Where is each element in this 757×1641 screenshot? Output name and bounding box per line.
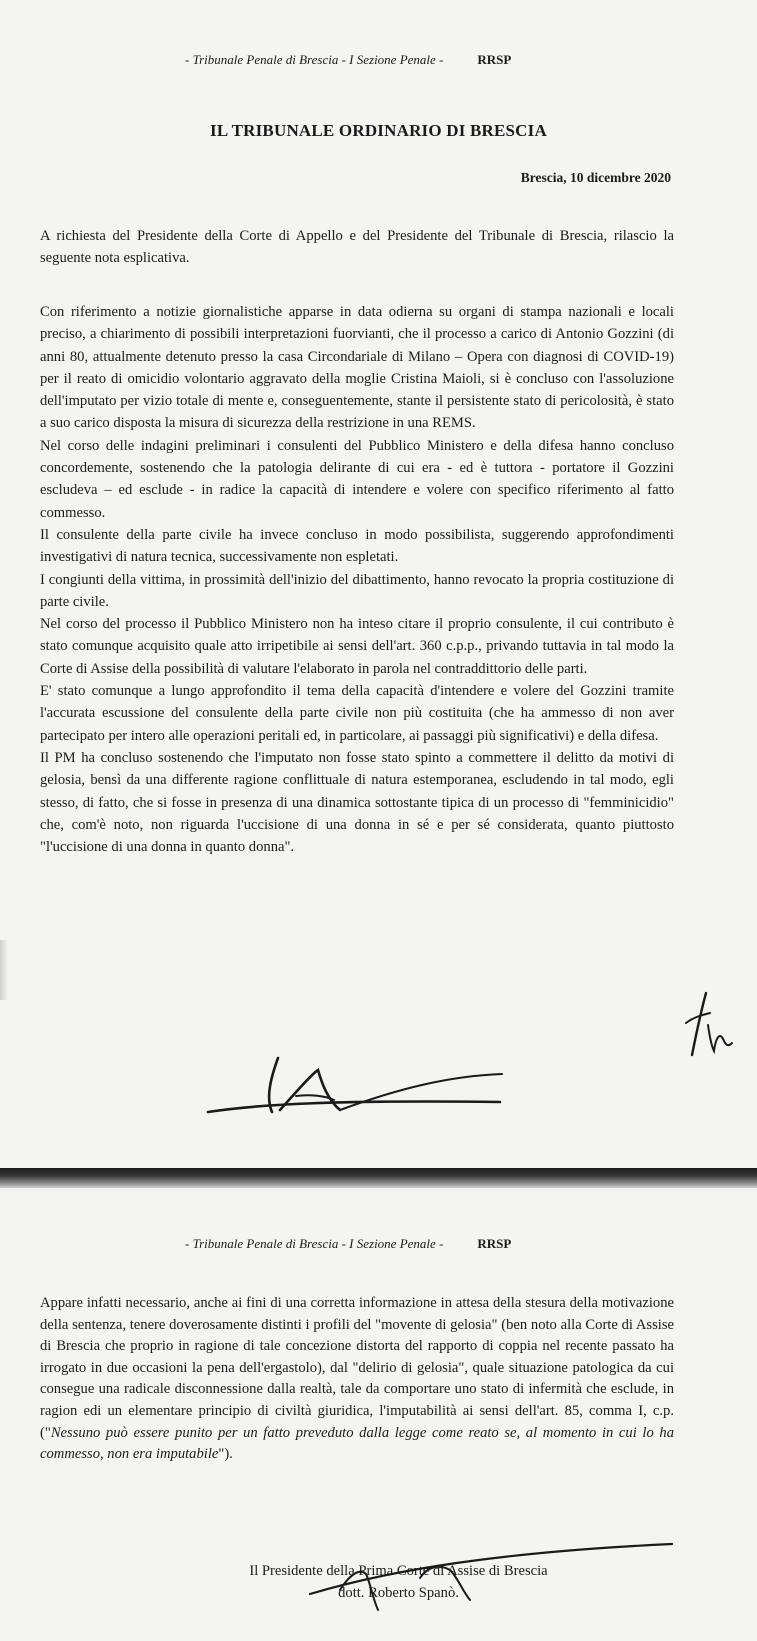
paragraph: Il consulente della parte civile ha invece concluso in modo possibilista, suggerendo approfondimenti investigativi di natura tecnica, successivamente non espletati. [40,526,674,566]
paragraph-text: Appare infatti necessario, anche ai fini di una corretta informazione in attesa della stesura della motivazione della sentenza, tenere doverosamente distinti i profili del "movente di gelosia" (ben noto alla Corte di Assise di Brescia che proprio in ragione di tale concezione distorta del rapporto di coppia nel recente passato ha irrogato in due occasioni la pena dell'ergastolo), dal "delirio di gelosia", quale situazione patologica da cui consegue una radicale disconnessione dalla realtà, tale da comportare uno stato di infermità che esclude, in ragion edi un elementare principio di civiltà giuridica, l'imputabilità ai sensi dell'art. 85, comma I, c.p. (" [40,1295,674,1441]
main-text [40,301,674,858]
header-code: RRSP [477,1236,512,1251]
handwritten-signature [200,1040,520,1120]
paragraph [40,1293,674,1466]
initials-signature [672,985,742,1065]
paragraph: Con riferimento a notizie giornalistiche apparse in data odierna su organi di stampa nazionali e locali preciso, a chiarimento di possibili interpretazioni fuorvianti, che il processo a carico di Antonio Gozzini (di anni 80, attualmente detenuto presso la casa Circondariale di Milano – Opera con diagnosi di COVID-19) per il reato di omicidio volontario aggravato della moglie Cristina Maioli, si è concluso con l'assoluzione dell'imputato per vizio totale di mente e, conseguentemente, stante il persistente stato di pericolosità, è stato a suo carico disposta la misura di sicurezza della restrizione in una REMS. [40,304,674,432]
scan-edge-mark [0,940,8,1000]
paragraph: Nel corso del processo il Pubblico Ministero non ha inteso citare il proprio consulente, il cui contributo è stato comunque acquisito quale atto irripetibile ai sensi dell'art. 360 c.p.p., privando tuttavia in tal modo la Corte di Assise della possibilità di valutare l'elaborato in parola nel contraddittorio delle parti. [40,616,674,677]
paragraph: E' stato comunque a lungo approfondito il tema della capacità d'intendere e volere del Gozzini tramite l'accurata escussione del consulente della parte civile non più costituita (che ha ammesso di non aver partecipato per intero alle operazioni peritali ed, in particolare, ai passaggi più significativi) e della difesa. [40,683,674,744]
page1-header [185,52,511,68]
court-header: - Tribunale Penale di Brescia - I Sezione Penale - [185,1236,444,1251]
legal-quote: Nessuno può essere punito per un fatto preveduto dalla legge come reato se, al momento in cui lo ha commesso, non era imputabile [40,1424,674,1463]
paragraph: I congiunti della vittima, in prossimità dell'inizio del dibattimento, hanno revocato la propria costituzione di parte civile. [40,571,674,610]
intro-text: A richiesta del Presidente della Corte di Appello e del Presidente del Tribunale di Brescia, rilascio la seguente nota esplicativa. [40,228,674,267]
paragraph-end: "). [218,1446,233,1463]
page2-header [185,1236,511,1252]
intro-paragraph [40,225,674,270]
header-code: RRSP [477,52,512,67]
signature-block [0,1560,757,1604]
document-title: IL TRIBUNALE ORDINARIO DI BRESCIA [210,121,547,140]
document-date: Brescia, 10 dicembre 2020 [520,170,671,185]
signer-title: Il Presidente della Prima Corte di Assise di Brescia [249,1563,548,1579]
paragraph: Il PM ha concluso sostenendo che l'imputato non fosse stato spinto a commettere il delitto da motivi di gelosia, bensì da una differente ragione conflittuale di natura estemporanea, escludendo in tal modo, egli stesso, di fatto, che si fosse in presenza di una dinamica sottostante tipica di un processo di "femminicidio" che, com'è noto, non riguarda l'uccisione di una donna in sé e per sé considerata, quanto piuttosto "l'uccisione di una donna in quanto donna". [40,749,674,856]
paragraph: Nel corso delle indagini preliminari i consulenti del Pubblico Ministero e della difesa hanno concluso concordemente, sostenendo che la patologia delirante di cui era - ed è tuttora - portatore il Gozzini escludeva – ed esclude - in radice la capacità di intendere e volere con specifico riferimento al fatto commesso. [40,437,674,521]
page-separator [0,1168,757,1188]
court-header: - Tribunale Penale di Brescia - I Sezione Penale - [185,52,444,67]
page2-text [40,1293,674,1466]
signer-name: dott. Roberto Spanò. [338,1585,459,1601]
